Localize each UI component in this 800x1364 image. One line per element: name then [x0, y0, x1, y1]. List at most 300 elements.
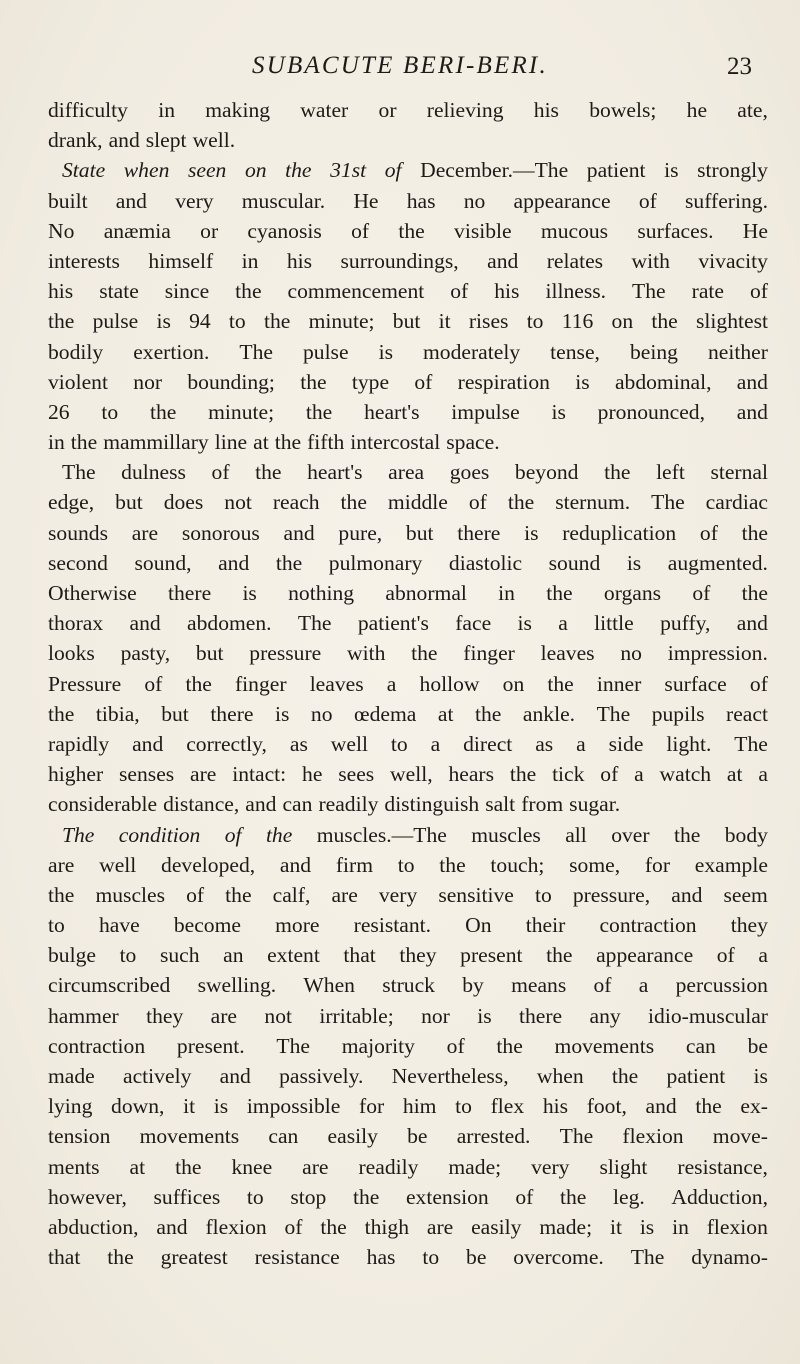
word: He	[742, 218, 768, 243]
word: of	[699, 520, 718, 545]
word: there	[518, 1003, 563, 1028]
word: tension	[48, 1124, 111, 1149]
word: the	[225, 882, 252, 907]
word: reach	[272, 490, 320, 515]
word: The	[297, 611, 332, 636]
word: in	[158, 98, 176, 122]
word: of	[446, 1033, 465, 1058]
word: body	[724, 822, 768, 847]
word: sternum.	[555, 490, 631, 515]
word: present.	[176, 1033, 245, 1058]
word: the	[651, 309, 678, 334]
word: middle	[387, 490, 448, 515]
word: the	[149, 399, 177, 424]
word: it	[183, 1094, 196, 1119]
word: they	[399, 943, 437, 968]
word: majority	[341, 1033, 415, 1058]
word: of	[593, 973, 612, 998]
word: the	[48, 309, 75, 334]
word: ments	[48, 1154, 100, 1179]
word: a	[634, 762, 644, 787]
word: flexion	[706, 1214, 768, 1239]
word: The	[62, 460, 96, 485]
word: little	[594, 611, 634, 636]
word: and	[108, 128, 140, 153]
word: readily	[318, 792, 379, 817]
text-line	[48, 487, 768, 517]
word: abdominal,	[614, 369, 712, 394]
word: pressure,	[572, 882, 651, 907]
word: idio-muscular	[648, 1003, 768, 1028]
word: muscles	[95, 882, 166, 907]
word: surfaces.	[637, 218, 714, 243]
word: sound,	[134, 550, 192, 575]
word: can	[268, 1124, 299, 1149]
word: movements	[139, 1124, 240, 1149]
word: contraction	[48, 1033, 146, 1058]
word: are	[48, 852, 75, 877]
word: the	[340, 490, 367, 515]
word: impression.	[667, 641, 768, 666]
text-line	[48, 970, 768, 1000]
word: The	[734, 731, 768, 756]
word: himself	[148, 248, 214, 273]
word: in	[672, 1214, 689, 1239]
word: the	[741, 520, 768, 545]
word: is	[378, 339, 393, 364]
word: easily	[471, 1214, 522, 1239]
word: at	[129, 1154, 146, 1179]
word: and	[736, 369, 768, 394]
running-title: SUBACUTE BERI-BERI.	[252, 52, 548, 79]
word: the	[741, 581, 768, 605]
word: the	[411, 641, 438, 666]
word: the	[48, 882, 75, 907]
word: augmented.	[667, 550, 768, 575]
word: considerable	[48, 792, 158, 817]
word: is	[664, 158, 679, 183]
text-line	[48, 1031, 768, 1061]
word: 116	[561, 309, 594, 334]
word: sounds	[48, 520, 108, 545]
word: distance,	[163, 792, 240, 817]
word: Otherwise	[48, 581, 137, 605]
word: The	[632, 279, 666, 304]
word: pressure	[249, 641, 322, 666]
word: and	[218, 550, 250, 575]
word: interests	[48, 248, 120, 273]
word: resistant.	[353, 913, 432, 938]
word: heart's	[307, 460, 363, 485]
word: is	[477, 1003, 492, 1028]
word: but	[405, 520, 434, 545]
word: firm	[335, 852, 374, 877]
text-line	[48, 578, 768, 608]
word: pasty,	[120, 641, 171, 666]
word: well	[99, 852, 137, 877]
word: of	[600, 762, 619, 787]
word: type	[351, 369, 390, 394]
word: the	[275, 550, 303, 575]
word: are	[331, 882, 358, 907]
word: does	[163, 490, 204, 515]
word: and	[736, 399, 768, 424]
word: that	[343, 943, 376, 968]
word: move-	[712, 1124, 768, 1149]
word: No	[48, 218, 75, 243]
word: nothing	[288, 581, 355, 605]
word: has	[366, 1245, 396, 1270]
word: respiration	[457, 369, 550, 394]
word: suffering.	[685, 188, 768, 213]
word: means	[511, 973, 567, 998]
word: can	[685, 1033, 716, 1058]
word: seen	[187, 158, 227, 183]
word: The	[630, 1245, 665, 1270]
word: of	[144, 671, 163, 696]
word: cyanosis	[247, 218, 322, 243]
word: his	[286, 248, 313, 273]
word: exertion.	[133, 339, 210, 364]
word: extent	[267, 943, 320, 968]
word: leaves	[540, 641, 595, 666]
word: made;	[539, 1214, 593, 1239]
word: is	[524, 520, 539, 545]
word: the	[107, 1245, 134, 1270]
word: illness.	[545, 279, 607, 304]
word: relieving	[426, 98, 504, 122]
word: the	[547, 671, 574, 696]
text-line	[48, 216, 768, 246]
word: seem	[723, 882, 768, 907]
word: hears	[448, 762, 495, 787]
word: slight	[599, 1154, 648, 1179]
word: is	[626, 550, 642, 575]
word: the	[604, 460, 631, 485]
word: in	[48, 430, 65, 455]
word: are	[131, 520, 159, 545]
word: face	[455, 611, 492, 636]
text-line	[48, 1152, 768, 1182]
word: for	[644, 852, 671, 877]
word: tense,	[550, 339, 600, 364]
word: second	[48, 550, 108, 575]
word: sternal	[710, 460, 768, 485]
word: the	[320, 1214, 347, 1239]
word: well	[330, 731, 368, 756]
word: can	[282, 792, 313, 817]
word: pure,	[338, 520, 383, 545]
word: thorax	[48, 611, 104, 636]
word: no	[620, 641, 642, 666]
word: being	[629, 339, 678, 364]
word: intercostal	[350, 430, 441, 455]
word: ex-	[740, 1094, 768, 1119]
word: sound	[548, 550, 601, 575]
word: to	[228, 309, 246, 334]
word: violent	[48, 369, 108, 394]
word: and	[487, 248, 519, 273]
word: well,	[390, 762, 433, 787]
text-line	[48, 880, 768, 910]
word: rapidly	[48, 731, 110, 756]
word: however,	[48, 1184, 127, 1209]
word: the	[496, 1033, 523, 1058]
word: as	[535, 731, 554, 756]
word: very	[531, 1154, 570, 1179]
text-line	[48, 337, 768, 367]
word: are	[190, 762, 217, 787]
text-line	[48, 729, 768, 759]
word: there	[210, 701, 254, 726]
word: arrested.	[456, 1124, 531, 1149]
word: be	[747, 1033, 768, 1058]
word: the	[48, 701, 75, 726]
word: but	[161, 701, 189, 726]
word: finger	[234, 671, 287, 696]
word: in	[241, 248, 259, 273]
word: puffy,	[660, 611, 711, 636]
word: passively.	[279, 1064, 364, 1088]
word: The	[276, 1033, 310, 1058]
word: but	[195, 641, 224, 666]
text-line	[48, 850, 768, 880]
word: as	[289, 731, 308, 756]
word: patient	[666, 1064, 726, 1088]
text-line	[48, 186, 768, 216]
text-line	[48, 910, 768, 940]
word: to	[119, 943, 137, 968]
word: the	[559, 1184, 587, 1209]
word: condition	[118, 822, 201, 847]
text-line	[48, 548, 768, 578]
word: they	[730, 913, 768, 938]
word: at	[437, 701, 454, 726]
word: to	[48, 913, 65, 938]
word: The	[239, 339, 273, 364]
word: muscles.—The	[316, 822, 447, 847]
word: higher	[48, 762, 104, 787]
word: an	[223, 943, 244, 968]
word: vivacity	[698, 248, 768, 273]
word: salt	[485, 792, 516, 817]
word: him	[402, 1094, 437, 1119]
word: December.—The	[420, 158, 569, 183]
word: on	[611, 309, 634, 334]
word: the	[352, 1184, 380, 1209]
word: very	[175, 188, 214, 213]
word: State	[62, 158, 106, 183]
word: the	[175, 1154, 202, 1179]
word: Pressure	[48, 671, 122, 696]
word: a	[638, 973, 649, 998]
word: hammer	[48, 1003, 119, 1028]
word: dynamo-	[691, 1245, 768, 1270]
word: any	[589, 1003, 621, 1028]
text-line	[48, 699, 768, 729]
text-line	[48, 518, 768, 548]
word: with	[346, 641, 386, 666]
word: the	[439, 852, 466, 877]
word: edge,	[48, 490, 95, 515]
text-line	[48, 1061, 768, 1091]
word: react	[726, 701, 768, 726]
text-line	[48, 1182, 768, 1212]
word: all	[565, 822, 587, 847]
word: when	[123, 158, 170, 183]
text-line	[48, 1091, 768, 1121]
word: of	[515, 1184, 534, 1209]
word: appearance	[596, 943, 694, 968]
text-line	[48, 427, 768, 457]
text-line	[48, 125, 768, 155]
word: of	[284, 1214, 303, 1239]
word: bodily	[48, 339, 104, 364]
word: inner	[596, 671, 642, 696]
word: the	[300, 369, 327, 394]
word: a	[758, 943, 768, 968]
word: the	[185, 671, 212, 696]
word: abnormal	[385, 581, 467, 605]
word: mucous	[540, 218, 609, 243]
word: leaves	[309, 671, 364, 696]
word: on	[244, 158, 267, 183]
word: the	[255, 460, 282, 485]
word: the	[509, 762, 537, 787]
word: are	[210, 1003, 238, 1028]
word: readily	[358, 1154, 419, 1179]
word: watch	[659, 762, 712, 787]
word: On	[465, 913, 492, 938]
word: space.	[446, 430, 500, 455]
word: of	[384, 158, 402, 183]
word: his	[533, 98, 559, 122]
text-line	[48, 1001, 768, 1031]
word: and	[129, 611, 161, 636]
word: stop	[290, 1184, 327, 1209]
word: He	[353, 188, 379, 213]
word: or	[378, 98, 397, 122]
word: side	[608, 731, 644, 756]
word: and	[219, 1064, 251, 1088]
word: a	[576, 731, 586, 756]
text-line	[48, 940, 768, 970]
word: the	[285, 158, 312, 183]
word: intact:	[232, 762, 287, 787]
word: and	[156, 1214, 188, 1239]
word: Adduction,	[671, 1184, 768, 1209]
word: of	[692, 581, 711, 605]
word: thigh	[364, 1214, 409, 1239]
word: neither	[707, 339, 768, 364]
word: are	[426, 1214, 454, 1239]
word: irritable;	[319, 1003, 394, 1028]
word: strongly	[697, 158, 768, 183]
word: to	[390, 731, 408, 756]
word: at	[253, 430, 269, 455]
word: 31st	[330, 158, 367, 183]
word: circumscribed	[48, 973, 171, 998]
word: left	[656, 460, 685, 485]
word: greatest	[160, 1245, 228, 1270]
word: it	[609, 1214, 622, 1239]
word: The	[559, 1124, 594, 1149]
word: that	[48, 1245, 81, 1270]
word: or	[200, 218, 219, 243]
word: patient	[586, 158, 646, 183]
word: has	[406, 188, 436, 213]
word: 94	[189, 309, 211, 334]
word: nor	[133, 369, 163, 394]
text-line	[48, 1242, 768, 1272]
word: the	[673, 822, 701, 847]
word: of	[450, 279, 469, 304]
word: made;	[448, 1154, 502, 1179]
text-line	[48, 608, 768, 638]
word: bulge	[48, 943, 96, 968]
word: leg.	[613, 1184, 645, 1209]
word: built	[48, 188, 88, 213]
word: of	[224, 822, 242, 847]
word: such	[159, 943, 200, 968]
word: developed,	[161, 852, 256, 877]
word: the	[305, 399, 333, 424]
word: their	[525, 913, 566, 938]
word: light.	[666, 731, 712, 756]
word: is	[639, 1214, 655, 1239]
word: is	[575, 369, 590, 394]
word: anæmia	[103, 218, 171, 243]
word: some,	[569, 852, 621, 877]
word: swelling.	[197, 973, 277, 998]
word: no	[463, 188, 486, 213]
word: patient's	[357, 611, 429, 636]
text-line	[48, 306, 768, 336]
word: his	[494, 279, 520, 304]
word: be	[466, 1245, 487, 1270]
word: at	[726, 762, 743, 787]
word: commencement	[287, 279, 425, 304]
word: is	[242, 581, 257, 605]
text-line	[48, 820, 768, 850]
word: foot,	[586, 1094, 627, 1119]
word: drank,	[48, 128, 103, 153]
word: flex	[490, 1094, 525, 1119]
word: reduplication	[562, 520, 677, 545]
word: The	[596, 701, 631, 726]
word: pulse	[92, 309, 139, 334]
word: minute;	[208, 399, 275, 424]
word: are	[302, 1154, 329, 1179]
word: he	[302, 762, 323, 787]
word: easily	[327, 1124, 378, 1149]
word: mammillary	[103, 430, 209, 455]
word: they	[146, 1003, 184, 1028]
word: of	[749, 671, 768, 696]
word: finger	[463, 641, 515, 666]
word: impulse	[451, 399, 520, 424]
word: flexion	[205, 1214, 267, 1239]
word: have	[98, 913, 140, 938]
word: overcome.	[513, 1245, 604, 1270]
word: organs	[603, 581, 662, 605]
word: the	[235, 279, 262, 304]
word: slightest	[696, 309, 768, 334]
word: muscles	[471, 822, 541, 847]
word: contraction	[599, 913, 697, 938]
word: by	[462, 973, 484, 998]
text-line	[48, 276, 768, 306]
